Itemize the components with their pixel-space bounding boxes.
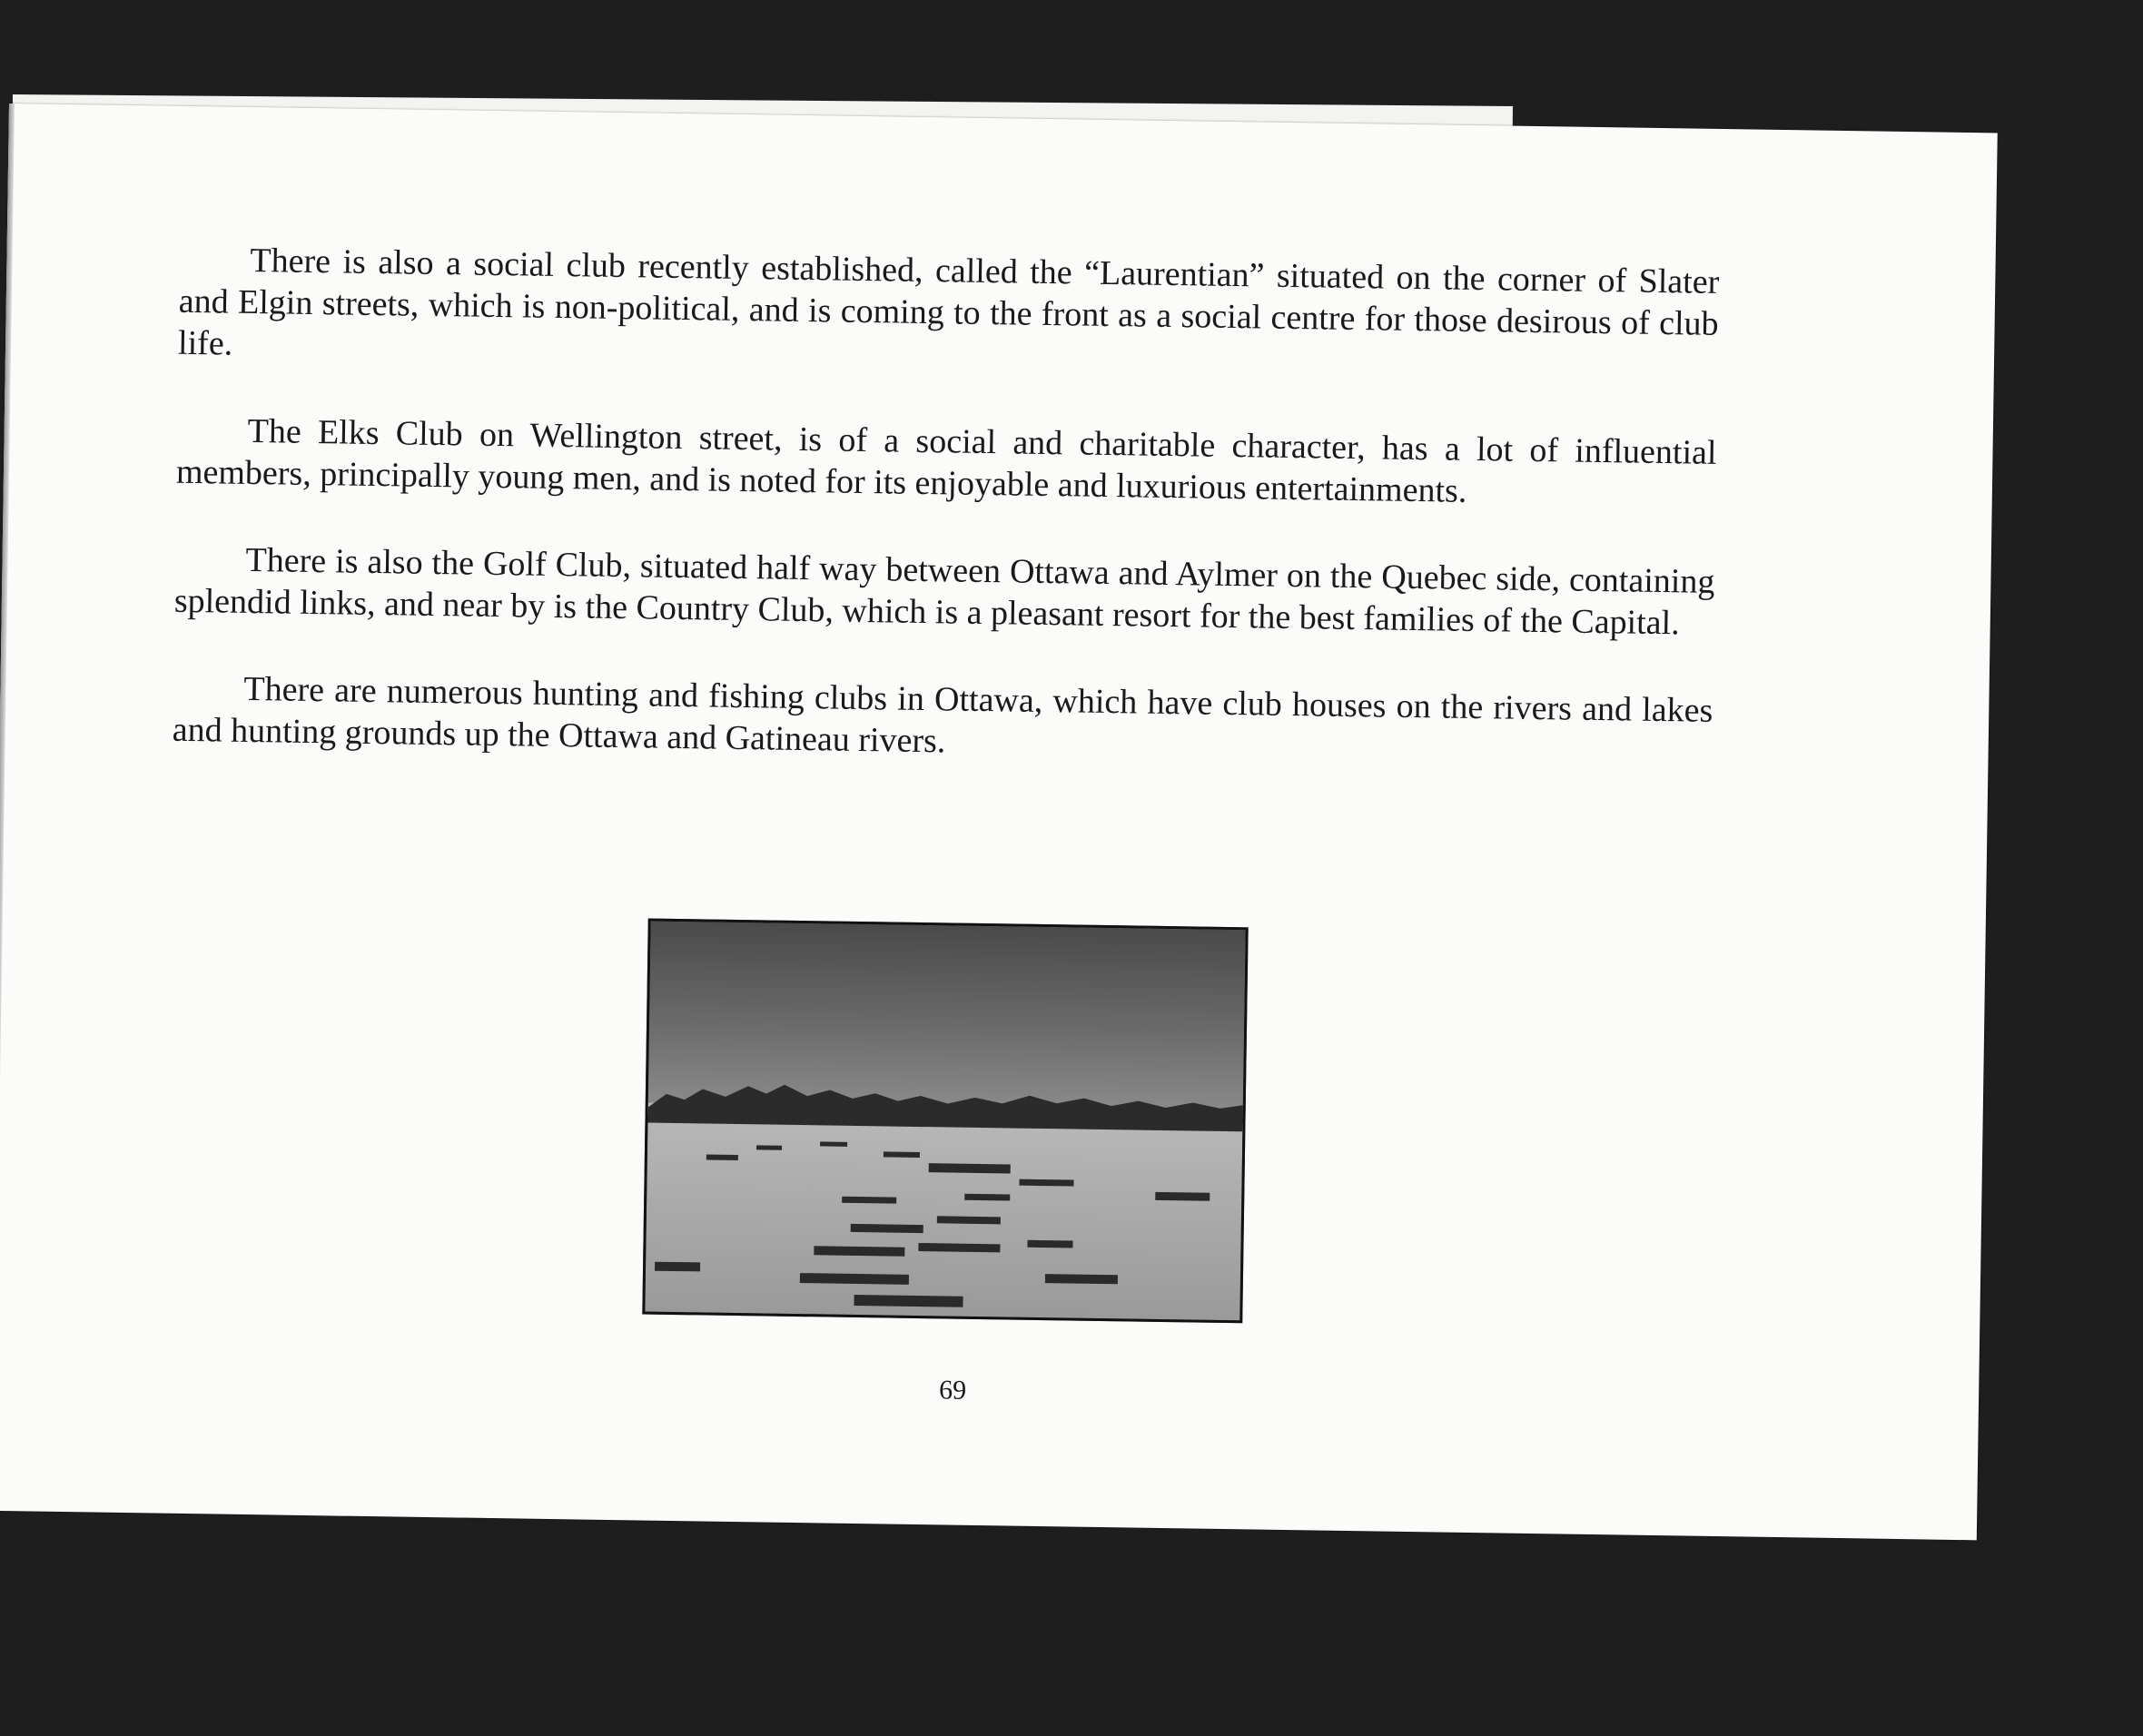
text-block	[172, 239, 1720, 819]
page-number: 69	[938, 1375, 967, 1406]
paragraph-laurentian-club: There is also a social club recently established, called the “Laurentian” situated on the corner of Slater and Elgin streets, which is non-political, and is coming to the front as a social centre for those desirous of club life.	[177, 241, 1720, 363]
paragraph-hunting-fishing-clubs: There are numerous hunting and fishing clubs in Ottawa, which have club houses on the rivers and lakes and hunting grounds up the Ottawa and Gatineau rivers.	[172, 669, 1713, 761]
book-page	[0, 104, 1998, 1540]
page-edge	[0, 104, 15, 1511]
canoe-regatta-photo	[642, 919, 1248, 1324]
paragraph-golf-club: There is also the Golf Club, situated half way between Ottawa and Aylmer on the Quebec side, containing splendid links, and near by is the Country Club, which is a pleasant resort for the best families of the Capital.	[173, 540, 1715, 643]
paragraph-elks-club: The Elks Club on Wellington street, is of a social and charitable character, has a lot of influential members, principally young men, and is noted for its enjoyable and luxurious entertainments.	[175, 411, 1717, 510]
